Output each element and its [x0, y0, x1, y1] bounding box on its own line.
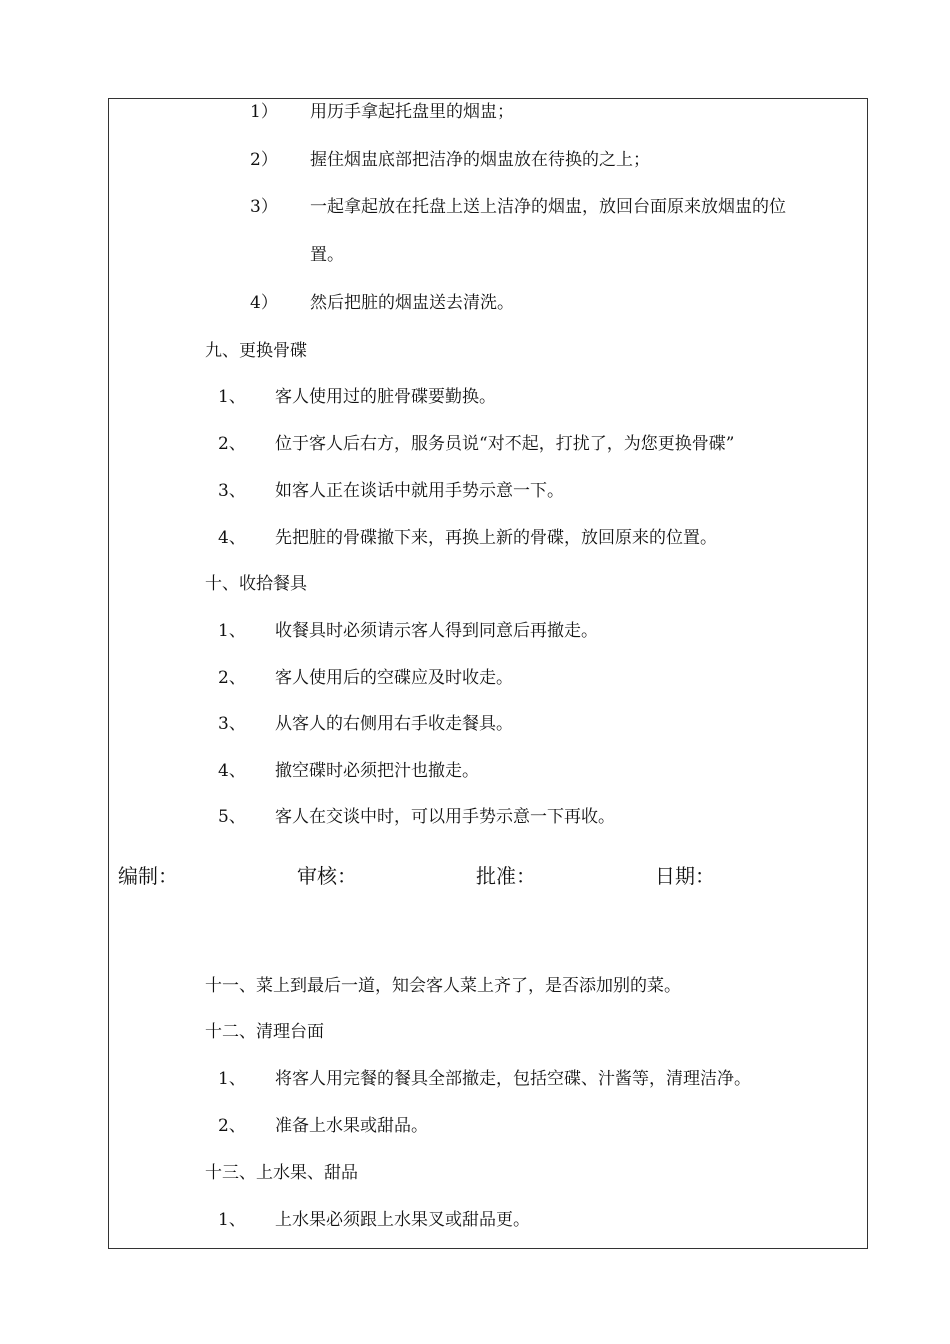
section-heading-13: 十三、上水果、甜品	[205, 1163, 358, 1183]
item-number: 2、	[218, 1116, 246, 1136]
item-text: 客人使用过的脏骨碟要勤换。	[275, 387, 496, 407]
section-heading-9: 九、更换骨碟	[205, 341, 307, 361]
substep-text: 然后把脏的烟盅送去清洗。	[310, 293, 514, 313]
substep-number: 1）	[250, 102, 278, 122]
section-heading-10: 十、收拾餐具	[205, 574, 307, 594]
item-text: 上水果必须跟上水果叉或甜品更。	[275, 1210, 530, 1230]
item-number: 1、	[218, 1210, 246, 1230]
approve-label: 批准：	[476, 864, 536, 888]
section-heading-12: 十二、清理台面	[205, 1022, 324, 1042]
item-text: 收餐具时必须请示客人得到同意后再撤走。	[275, 621, 598, 641]
item-number: 5、	[218, 807, 246, 827]
section-heading-11: 十一、菜上到最后一道，知会客人菜上齐了，是否添加别的菜。	[205, 976, 681, 996]
item-number: 4、	[218, 528, 246, 548]
substep-number: 4）	[250, 293, 278, 313]
compile-label: 编制：	[118, 864, 178, 888]
item-text: 从客人的右侧用右手收走餐具。	[275, 714, 513, 734]
item-number: 1、	[218, 621, 246, 641]
item-number: 1、	[218, 1069, 246, 1089]
item-text: 准备上水果或甜品。	[275, 1116, 428, 1136]
review-label: 审核：	[297, 864, 357, 888]
substep-number: 2）	[250, 150, 278, 170]
item-number: 3、	[218, 481, 246, 501]
item-number: 1、	[218, 387, 246, 407]
item-number: 4、	[218, 761, 246, 781]
item-text: 将客人用完餐的餐具全部撤走，包括空碟、汁酱等，清理洁净。	[275, 1069, 751, 1089]
item-text: 如客人正在谈话中就用手势示意一下。	[275, 481, 564, 501]
substep-text-continued: 置。	[310, 245, 344, 265]
item-text: 客人使用后的空碟应及时收走。	[275, 668, 513, 688]
substep-text: 一起拿起放在托盘上送上洁净的烟盅，放回台面原来放烟盅的位	[310, 197, 786, 217]
item-text: 先把脏的骨碟撤下来，再换上新的骨碟，放回原来的位置。	[275, 528, 717, 548]
substep-number: 3）	[250, 197, 278, 217]
substep-text: 用历手拿起托盘里的烟盅；	[310, 102, 514, 122]
item-number: 2、	[218, 668, 246, 688]
date-label: 日期：	[655, 864, 715, 888]
item-text: 客人在交谈中时，可以用手势示意一下再收。	[275, 807, 615, 827]
item-number: 2、	[218, 434, 246, 454]
substep-text: 握住烟盅底部把洁净的烟盅放在待换的之上；	[310, 150, 650, 170]
item-number: 3、	[218, 714, 246, 734]
item-text: 位于客人后右方，服务员说“对不起，打扰了，为您更换骨碟”	[275, 434, 735, 454]
item-text: 撤空碟时必须把汁也撤走。	[275, 761, 479, 781]
